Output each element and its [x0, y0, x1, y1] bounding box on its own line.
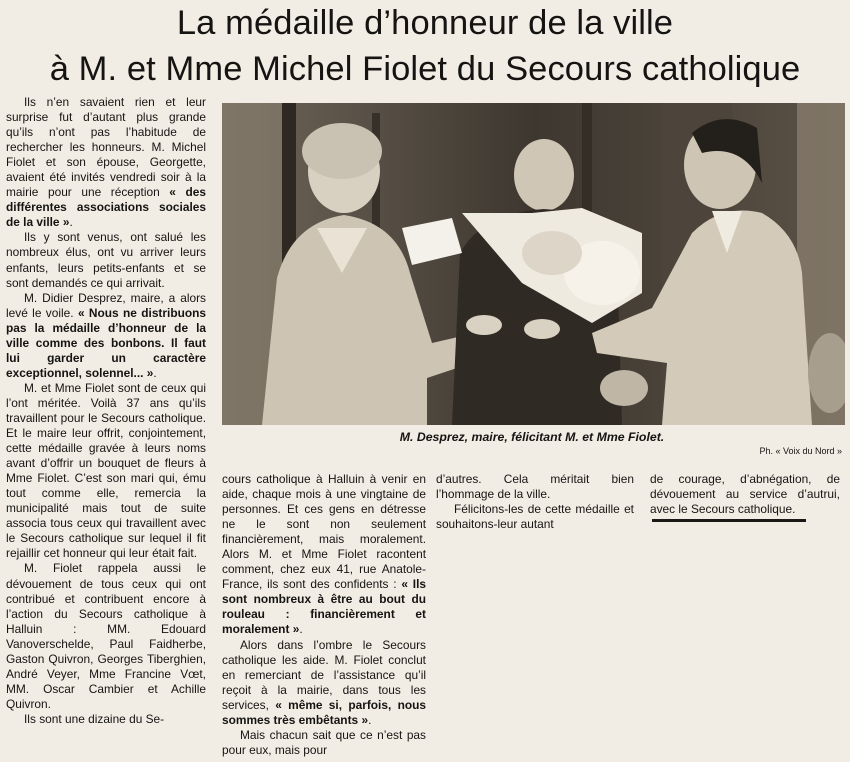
quote: « Nous ne distribuons pas la médaille d’honneur de la ville comme des bonbons. Il faut lui garder un caractère exceptionnel, solennel... » — [6, 305, 206, 380]
article-column-1 — [6, 95, 206, 727]
text: . — [69, 215, 73, 230]
text: Ils n’en savaient rien et leur surprise fut d’autant plus grande qu’ils n’ont pas l’habitude de rechercher les honneurs. M. Michel Fiolet et son épouse, Georgette, avaient été invités vendredi soir à la mairie pour une réception — [6, 95, 206, 200]
photo-caption: M. Desprez, maire, félicitant M. et Mme Fiolet. — [399, 430, 665, 444]
end-rule — [652, 519, 806, 522]
headline — [0, 0, 850, 100]
news-photo — [222, 103, 845, 425]
text: Alors dans l’ombre le Secours catholique les aide. M. Fiolet conclut en remerciant de l’assistance qu’il reçoit à la mairie, dans tous les services, — [222, 637, 426, 712]
paragraph: M. Fiolet rappela aussi le dévouement de tous ceux qui ont contribué et contribuent encore à l’action du Secours catholique à Halluin : MM. Edouard Vanoverschelde, Paul Faidherbe, Gaston Quivron, Georges Tiberghien, André Veyer, Mme Francine Vœt, MM. Oscar Cambier et Achille Quivron. — [6, 561, 206, 711]
paragraph: Ils sont une dizaine du Se- — [24, 711, 165, 726]
text: cours catholique à Halluin à venir en aide, chaque mois à une vingtaine de personnes. Et ces gens en détresse ne le sont non seulement financièrement, mais moralement. Alors M. et Mme Fiolet racontent comment, chez eux 41, rue Anatole-France, ils sont des confidents : — [222, 472, 426, 592]
paragraph — [222, 638, 426, 728]
photo-illustration — [222, 103, 845, 425]
paragraph: d’autres. Cela méritait bien l’hommage de la ville. — [436, 472, 634, 502]
paragraph — [6, 95, 206, 230]
article-column-4 — [650, 472, 840, 517]
article-column-3 — [436, 472, 634, 532]
headline-line-2: à M. et Mme Michel Fiolet du Secours catholique — [49, 50, 801, 88]
photo-credit: Ph. « Voix du Nord » — [759, 446, 842, 456]
headline-line-1: La médaille d’honneur de la ville — [176, 4, 674, 42]
paragraph — [6, 291, 206, 381]
quote: « même si, parfois, nous sommes très embêtants » — [222, 697, 426, 727]
paragraph: Félicitons-les de cette médaille et souhaitons-leur autant — [436, 502, 634, 532]
article-column-2 — [222, 472, 426, 758]
quote: « Ils sont nombreux à être au bout du rouleau : financièrement et moralement » — [222, 577, 426, 637]
text: . — [153, 365, 157, 380]
paragraph: de courage, d’abnégation, de dévouement au service d’autrui, avec le Secours catholique. — [650, 472, 840, 517]
text: . — [299, 622, 303, 637]
text: M. Didier Desprez, maire, a alors levé le voile. — [6, 290, 206, 320]
quote: « des différentes associations sociales de la ville » — [6, 185, 206, 230]
paragraph — [222, 472, 426, 638]
paragraph: Mais chacun sait que ce n’est pas pour eux, mais pour — [222, 727, 426, 757]
text: . — [368, 712, 372, 727]
paragraph: M. et Mme Fiolet sont de ceux qui l’ont méritée. Voilà 37 ans qu’ils travaillent pour le Secours catholique. Et le maire leur offrit, conjointement, cette médaille gravée à leurs noms avant d’offrir un bouquet de fleurs à Mme Fiolet. C’est son mari qui, ému tout comme elle, remercia la municipalité mais tout de suite associa tous ceux qui travaillent avec le Secours catholique sur lequel il fit rejaillir cet honneur qui leur était fait. — [6, 380, 206, 561]
paragraph: Ils y sont venus, ont salué les nombreux élus, ont vu arriver leurs enfants, leurs petits-enfants et se sont demandés ce qui arrivait. — [6, 230, 206, 290]
